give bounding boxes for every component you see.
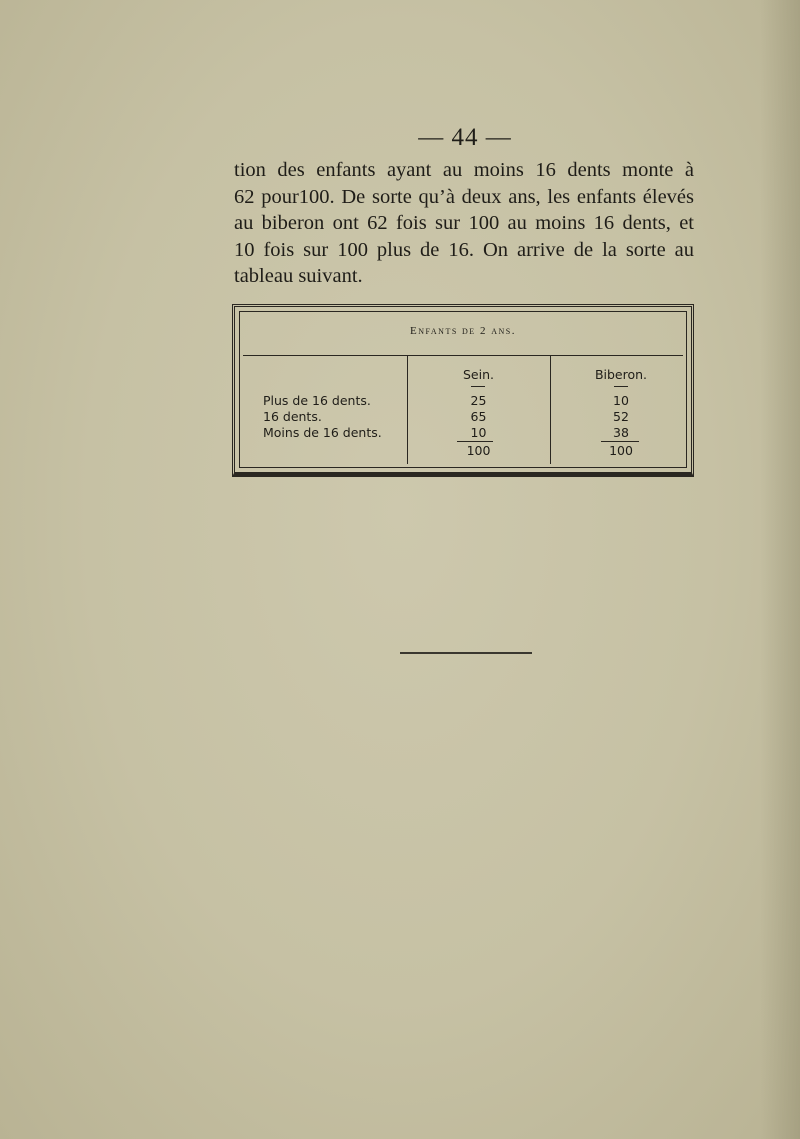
section-end-rule <box>400 652 532 654</box>
page-edge-shadow <box>760 0 800 1139</box>
table-cell: 52 <box>613 409 629 424</box>
sum-rule <box>457 441 493 442</box>
sum-rule <box>601 441 639 442</box>
total-cell: 100 <box>609 443 633 458</box>
table-cell: 10 <box>613 393 629 408</box>
header-dash <box>471 386 485 387</box>
paragraph-line: 10 fois sur 100 plus de 16. On arrive de la sorte au <box>234 238 694 261</box>
caption-divider <box>243 355 683 356</box>
row-label: Plus de 16 dents. <box>263 393 371 408</box>
page-number: — 44 — <box>418 124 512 151</box>
row-label: Moins de 16 dents. <box>263 425 382 440</box>
total-cell: 100 <box>466 443 491 458</box>
table-caption: Enfants de 2 ans. <box>410 325 516 337</box>
table-cell: 10 <box>470 425 487 440</box>
table-bottom-rule <box>232 476 694 477</box>
column-header-biberon: Biberon. <box>594 367 648 382</box>
column-header-sein: Sein. <box>463 367 494 382</box>
table-cell: 38 <box>613 425 629 440</box>
data-table <box>232 304 694 476</box>
paragraph-line: 62 pour100. De sorte qu’à deux ans, les enfants élevés <box>234 185 694 208</box>
paragraph-line: au biberon ont 62 fois sur 100 au moins 16 dents, et <box>234 212 694 234</box>
paragraph-line: tion des enfants ayant au moins 16 dents monte à <box>234 159 694 181</box>
row-label: 16 dents. <box>263 409 322 424</box>
table-cell: 65 <box>470 409 487 424</box>
header-dash <box>614 386 628 387</box>
table-cell: 25 <box>470 393 487 408</box>
paragraph-line: tableau suivant. <box>234 265 363 287</box>
body-paragraph <box>234 157 694 290</box>
